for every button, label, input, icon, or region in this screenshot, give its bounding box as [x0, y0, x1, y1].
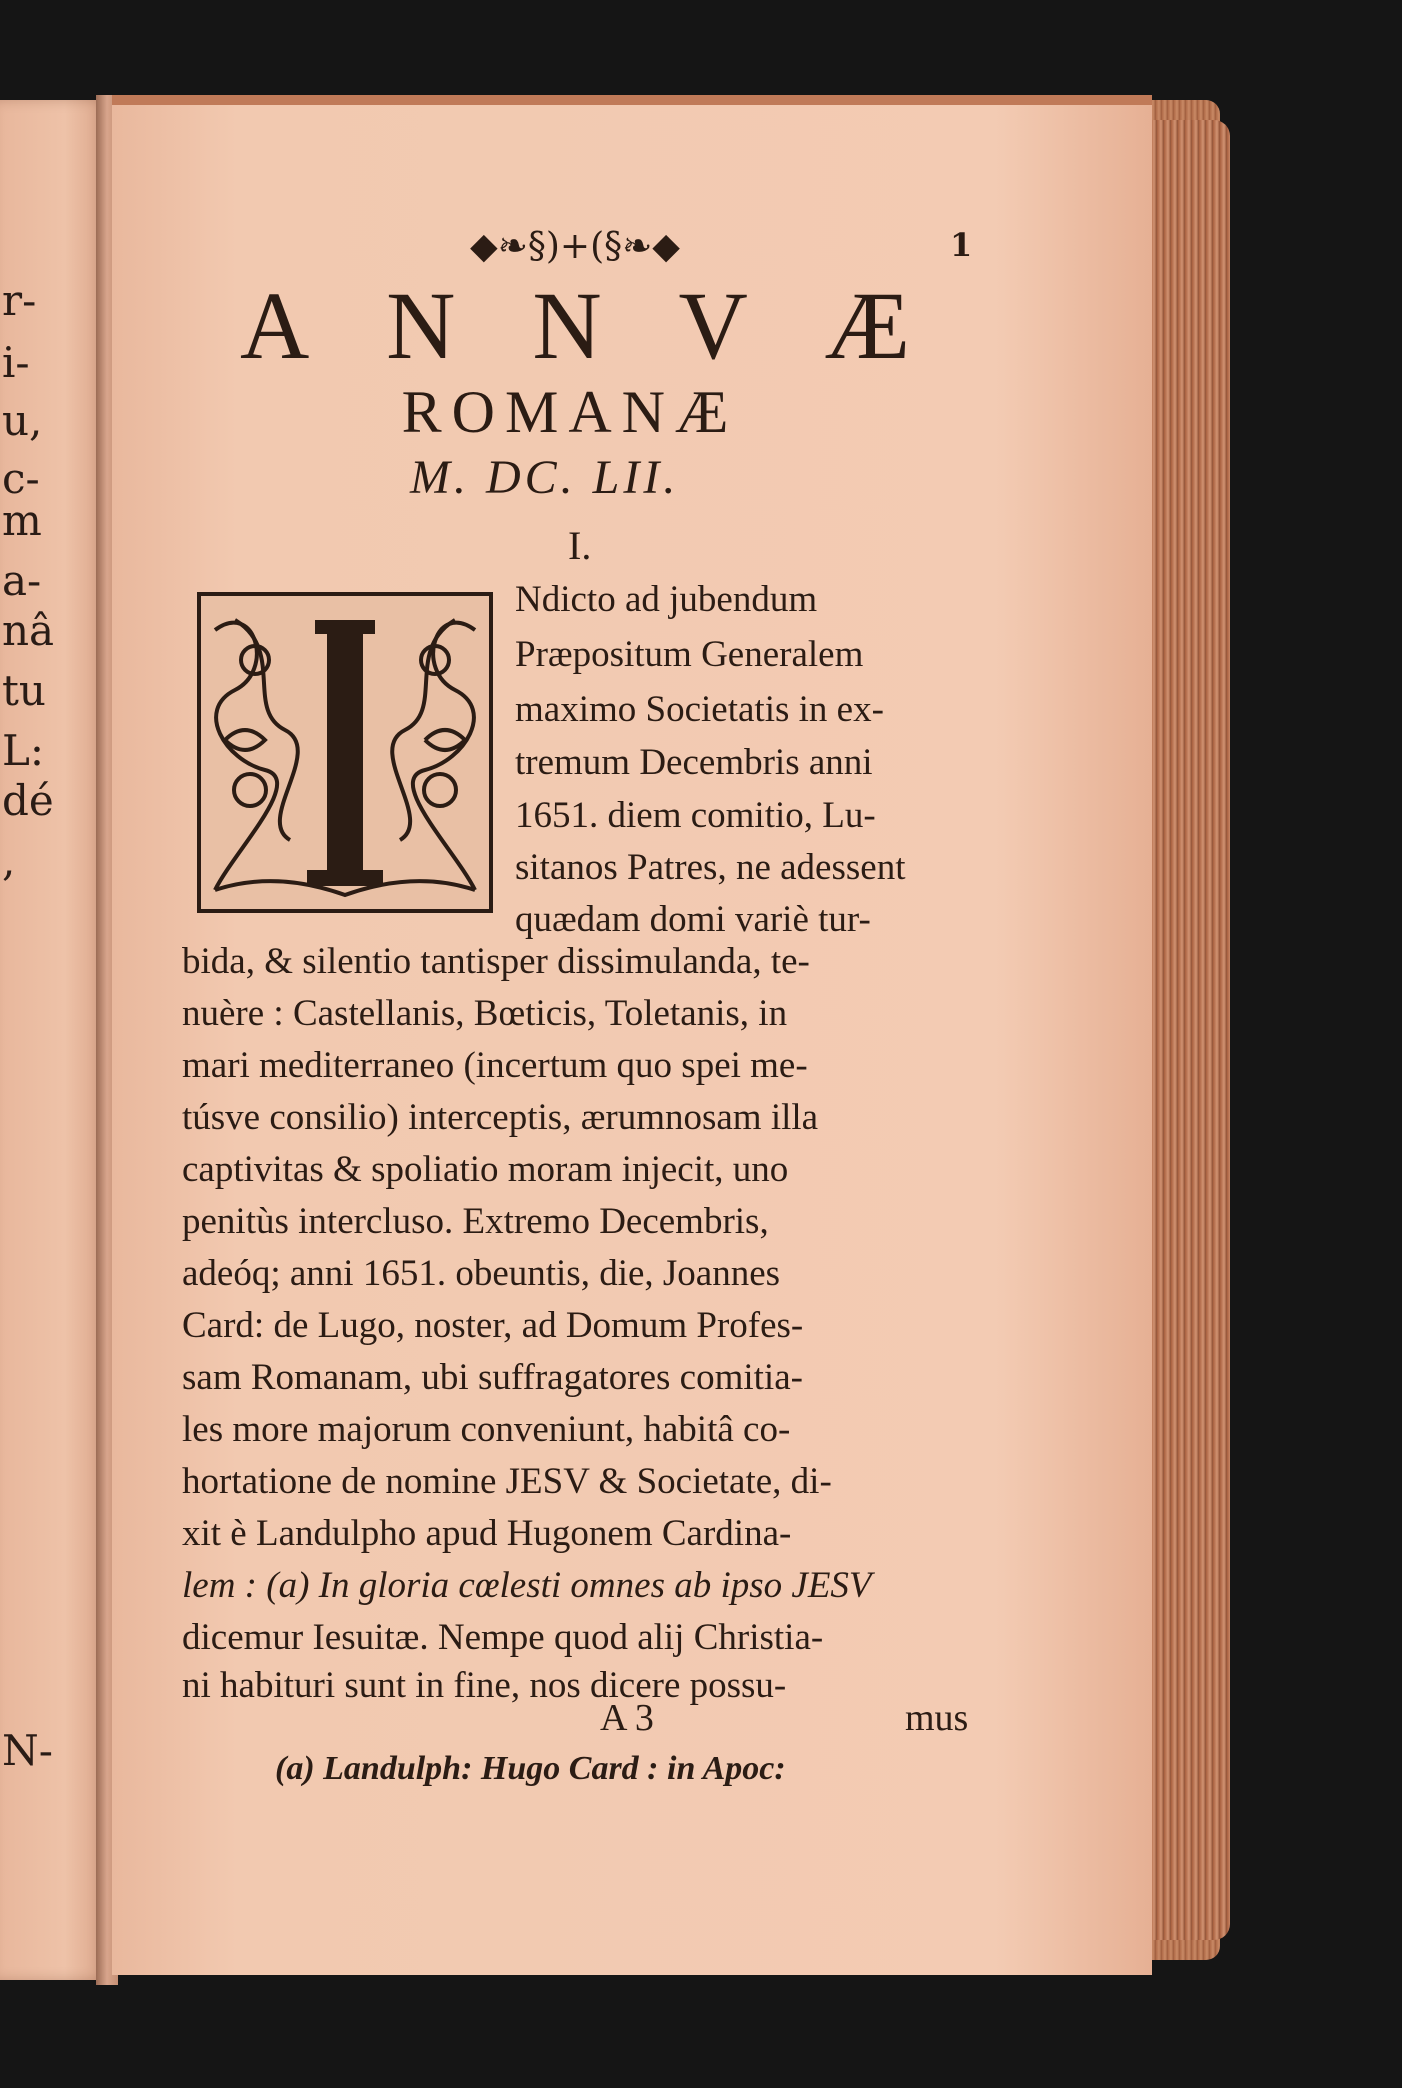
left-fragment: tu	[2, 666, 46, 715]
text-line: captivitas & spoliatio moram injecit, uno	[182, 1149, 789, 1190]
text-line: xit è Landulpho apud Hugonem Cardina-	[182, 1513, 792, 1554]
text-line: nuère : Castellanis, Bœticis, Toletanis, in	[182, 993, 788, 1034]
text-line: mari mediterraneo (incertum quo spei me-	[182, 1045, 808, 1086]
text-line: ni habituri sunt in fine, nos dicere possu-	[182, 1665, 787, 1706]
text-line: sitanos Patres, ne adessent	[515, 847, 906, 888]
text-line: les more majorum conveniunt, habitâ co-	[182, 1409, 791, 1450]
subtitle: ROMANÆ	[401, 379, 739, 445]
signature-mark: A 3	[600, 1697, 654, 1739]
left-fragment: r-	[2, 276, 37, 325]
left-fragment: u,	[2, 396, 43, 445]
left-fragment: ,	[2, 836, 16, 885]
left-fragment: m	[2, 496, 42, 545]
section-number: I.	[568, 523, 592, 568]
text-line: lem : (a) In gloria cœlesti omnes ab ipso JESV	[182, 1565, 872, 1606]
year: M. DC. LII.	[410, 451, 680, 504]
text-line: dicemur Iesuitæ. Nempe quod alij Christia-	[182, 1617, 824, 1658]
catchword: mus	[905, 1697, 969, 1739]
page-title	[240, 270, 910, 381]
left-fragment: L:	[2, 726, 45, 775]
title-letter: N	[386, 272, 456, 379]
left-fragment: dé	[2, 776, 54, 825]
left-fragment: N-	[2, 1726, 53, 1775]
page-number: 1	[950, 226, 973, 264]
text-line: maximo Societatis in ex-	[515, 689, 884, 730]
text-line: quædam domi variè tur-	[515, 899, 871, 940]
title-letter: A	[240, 272, 310, 379]
text-line: sam Romanam, ubi suffragatores comitia-	[182, 1357, 803, 1398]
text-line: 1651. diem comitio, Lu-	[515, 795, 876, 836]
text-line: adeóq; anni 1651. obeuntis, die, Joannes	[182, 1253, 781, 1294]
text-line: tremum Decembris anni	[515, 742, 873, 783]
text-line: Præpositum Generalem	[515, 634, 864, 675]
page-edges-inner	[1150, 120, 1230, 1940]
title-letter: Æ	[824, 272, 910, 379]
footnote: (a) Landulph: Hugo Card : in Apoc:	[275, 1750, 786, 1787]
title-letter: N	[532, 272, 602, 379]
text-line: Ndicto ad jubendum	[515, 579, 818, 620]
left-fragment: nâ	[2, 606, 55, 655]
header-ornament: ◆❧§)+(§❧◆	[470, 226, 680, 267]
left-fragment: c-	[2, 454, 40, 503]
decorated-initial	[195, 590, 495, 915]
text-line: túsve consilio) interceptis, ærumnosam illa	[182, 1097, 819, 1138]
left-fragment: i-	[2, 338, 30, 387]
text-line: bida, & silentio tantisper dissimulanda, te-	[182, 941, 810, 982]
text-line: Card: de Lugo, noster, ad Domum Profes-	[182, 1305, 804, 1346]
left-page	[0, 100, 108, 1980]
text-line: penitùs intercluso. Extremo Decembris,	[182, 1201, 769, 1242]
title-letter: V	[678, 272, 748, 379]
text-line: hortatione de nomine JESV & Societate, di-	[182, 1461, 832, 1502]
left-fragment: a-	[2, 556, 42, 605]
